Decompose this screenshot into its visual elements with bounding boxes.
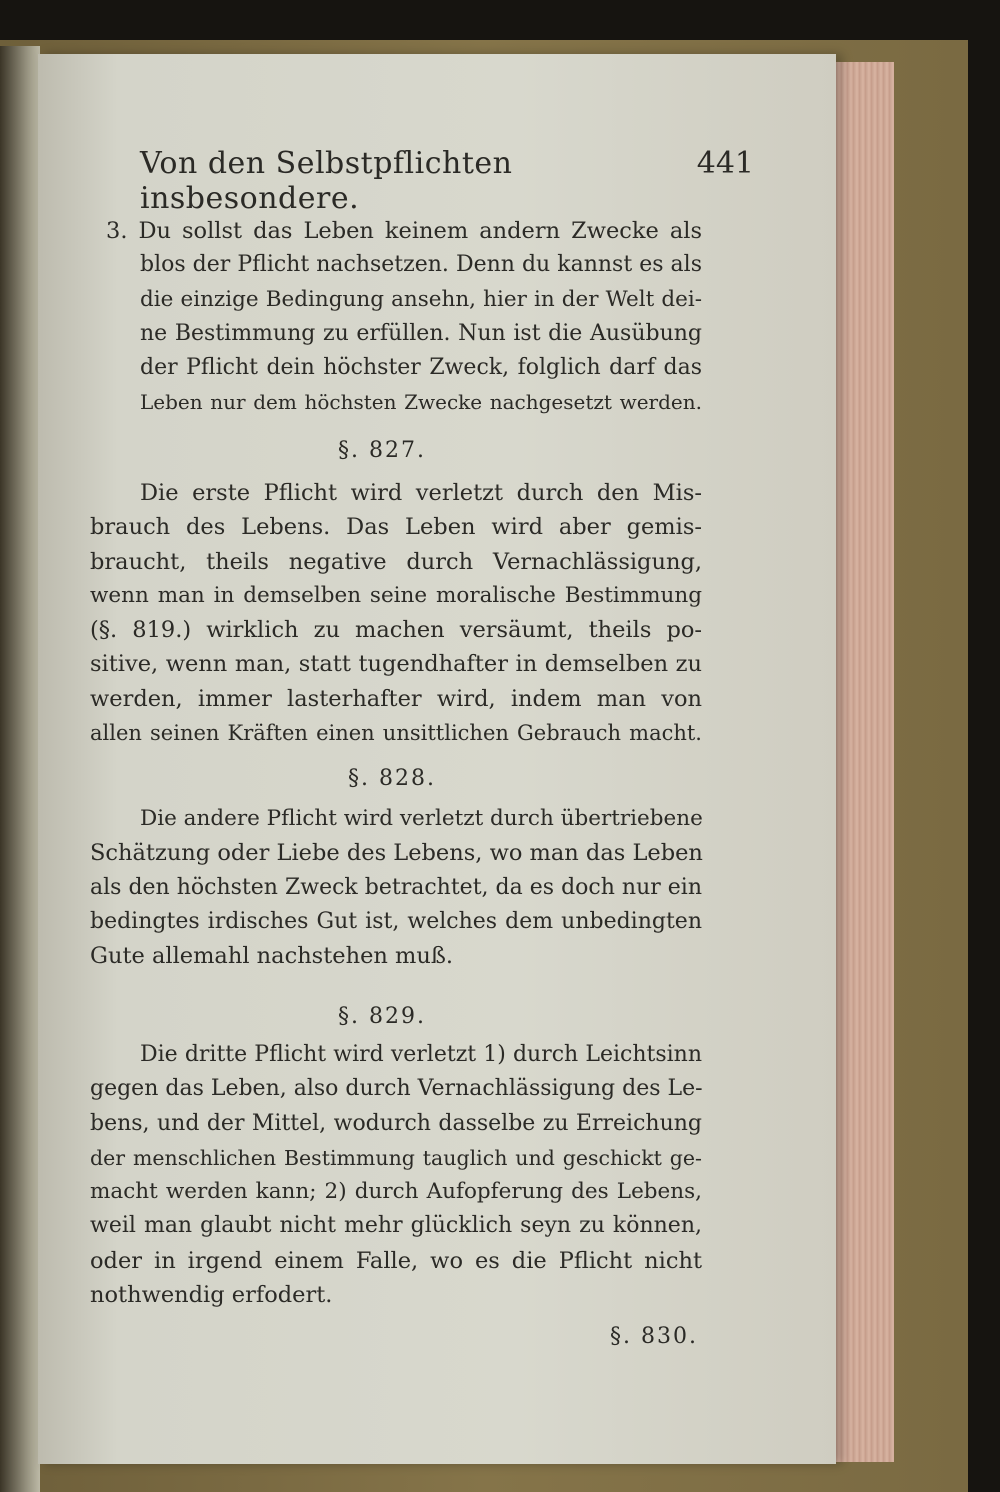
text-line: oder in irgend einem Falle, wo es die Pflicht nicht [90, 1247, 702, 1274]
page-number: 441 [696, 146, 754, 181]
text-line: ne Bestimmung zu erfüllen. Nun ist die Ausübung [140, 320, 702, 346]
text-line: Gute allemahl nachstehen muß. [90, 943, 454, 970]
book-page [38, 54, 836, 1464]
section-829-paragraph [90, 1038, 702, 1312]
text-line: (§. 819.) wirklich zu machen versäumt, theils po- [90, 617, 702, 644]
text-line: der menschlichen Bestimmung tauglich und geschickt ge- [90, 1145, 702, 1170]
text-line: Die erste Pflicht wird verletzt durch den Mis- [140, 480, 702, 506]
text-line: als den höchsten Zweck betrachtet, da es doch nur ein [90, 874, 702, 900]
text-line: Die andere Pflicht wird verletzt durch übertriebene [140, 806, 703, 831]
text-line: Schätzung oder Liebe des Lebens, wo man das Leben [90, 840, 703, 867]
text-line: macht werden kann; 2) durch Aufopferung des Lebens, [90, 1179, 702, 1205]
section-heading-829: §. 829. [338, 1004, 426, 1029]
text-line: wenn man in demselben seine moralische Bestimmung [90, 582, 702, 608]
text-line: werden, immer lasterhafter wird, indem man von [90, 685, 702, 712]
section-heading-830: §. 830. [610, 1324, 698, 1349]
text-line: bens, und der Mittel, wodurch dasselbe zu Erreichung [90, 1110, 702, 1136]
text-line: 3. Du sollst das Leben keinem andern Zwecke als [106, 218, 702, 244]
running-title: Von den Selbstpflichten insbesondere. [140, 146, 513, 216]
text-line: gegen das Leben, also durch Vernachlässigung des Le- [90, 1076, 703, 1102]
section-heading-828: §. 828. [348, 766, 436, 791]
item-3-paragraph [90, 214, 702, 420]
text-line: die einzige Bedingung ansehn, hier in der Welt dei- [140, 286, 702, 312]
text-line: nothwendig erfodert. [90, 1282, 333, 1309]
text-line: brauch des Lebens. Das Leben wird aber gemis- [90, 514, 702, 541]
text-line: braucht, theils negative durch Vernachlässigung, [90, 548, 702, 575]
running-header [140, 146, 760, 216]
text-line: weil man glaubt nicht mehr glücklich seyn zu können, [90, 1213, 702, 1239]
text-line: der Pflicht dein höchster Zweck, folglich darf das [140, 355, 702, 381]
text-line: Leben nur dem höchsten Zwecke nachgesetzt werden. [140, 390, 702, 415]
section-827-paragraph [90, 476, 702, 750]
section-828-paragraph [90, 802, 702, 973]
text-line: blos der Pflicht nachsetzen. Denn du kannst es als [140, 252, 702, 278]
text-line: Die dritte Pflicht wird verletzt 1) durch Leichtsinn [140, 1042, 702, 1067]
section-heading-827: §. 827. [338, 438, 426, 463]
text-line: sitive, wenn man, statt tugendhafter in demselben zu [90, 651, 702, 678]
text-line: allen seinen Kräften einen unsittlichen Gebrauch macht. [90, 721, 702, 746]
text-line: bedingtes irdisches Gut ist, welches dem unbedingten [90, 908, 702, 934]
facing-page-edge [0, 46, 40, 1492]
